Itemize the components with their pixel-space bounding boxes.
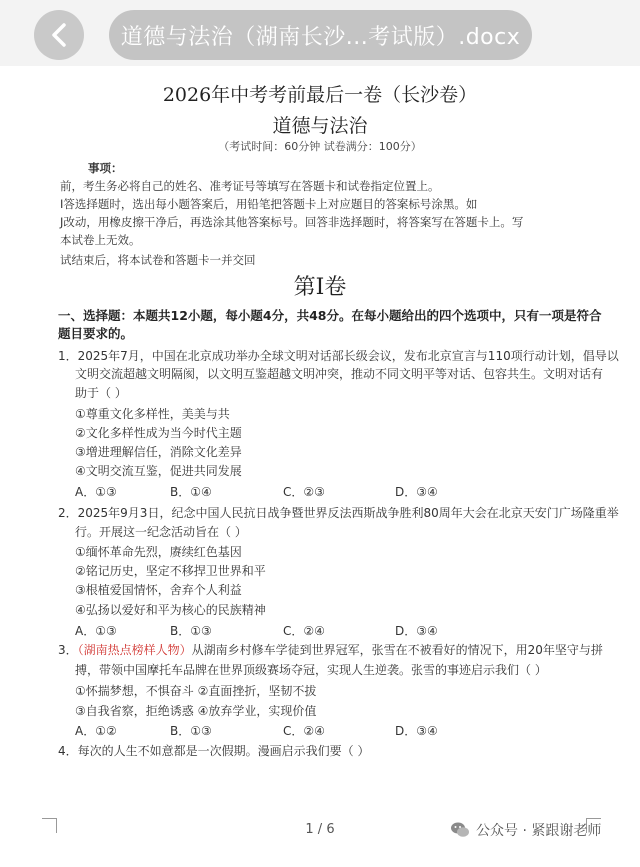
question-4-line: 4．每次的人生不如意都是一次假期。漫画启示我们要（ ） [58, 744, 370, 758]
question-2-line: 行。开展这一纪念活动旨在（ ） [75, 525, 247, 539]
question-1-choice-b: B．①④ [170, 485, 212, 499]
question-3-line [58, 641, 603, 658]
question-1-line: 1．2025年7月，中国在北京成功举办全球文明对话部长级会议，发布北京宣言与110项行动计划，倡导以 [58, 349, 619, 363]
question-1-line: 助于（ ） [75, 386, 127, 400]
notice-line: 本试卷上无效。 [60, 233, 141, 247]
back-button[interactable] [34, 10, 84, 60]
section-heading-cont: 题目要求的。 [58, 326, 134, 341]
section-heading: 一、选择题：本题共12小题，每小题4分，共48分。在每小题给出的四个选项中，只有一项是符合 [58, 308, 602, 323]
notice-line: 试结束后，将本试卷和答题卡一并交回 [60, 253, 256, 267]
document-page [0, 66, 640, 867]
question-1-choice-c: C．②③ [283, 485, 325, 499]
question-3-choice-b: B．①③ [170, 724, 212, 738]
question-3-option: ①怀揣梦想，不惧奋斗 ②直面挫折，坚韧不拔 [75, 684, 317, 698]
question-1-line: 文明交流超越文明隔阂，以文明互鉴超越文明冲突，推动不同文明平等对话、包容共生。文明对话有 [75, 367, 604, 381]
question-2-option: ②铭记历史，坚定不移捍卫世界和平 [75, 564, 266, 578]
page-number: 1 / 6 [305, 822, 335, 837]
question-1-option: ②文化多样性成为当今时代主题 [75, 426, 242, 440]
question-2-option: ①缅怀革命先烈，赓续红色基因 [75, 545, 242, 559]
part-title: 第Ⅰ卷 [293, 275, 347, 300]
question-3-text: 从湖南乡村修车学徒到世界冠军，张雪在不被看好的情况下，用20年坚守与拼 [191, 643, 603, 657]
question-3-line: 搏，带领中国摩托车品牌在世界顶级赛场夺冠，实现人生逆袭。张雪的事迹启示我们（ ） [75, 663, 547, 677]
question-2-choice-c: C．②④ [283, 624, 325, 638]
wechat-icon [450, 821, 470, 839]
hot-topic-tag: （湖南热点榜样人物） [77, 643, 192, 657]
question-3-choice-a: A．①② [75, 724, 117, 738]
question-3-number: 3． [58, 643, 78, 657]
question-1-option: ①尊重文化多样性，美美与共 [75, 407, 230, 421]
question-2-choice-d: D．③④ [395, 624, 438, 638]
question-2-choice-a: A．①③ [75, 624, 117, 638]
notice-line: 前，考生务必将自己的姓名、准考证号等填写在答题卡和试卷指定位置上。 [60, 179, 440, 193]
question-3-option: ③自我省察，拒绝诱惑 ④放弃学业，实现价值 [75, 704, 317, 718]
question-1-choice-a: A．①③ [75, 485, 117, 499]
question-1-choice-d: D．③④ [395, 485, 438, 499]
exam-info: （考试时间：60分钟 试卷满分：100分） [218, 140, 422, 153]
chevron-left-icon [48, 22, 70, 48]
notice-title: 事项： [88, 161, 123, 175]
question-1-option: ④文明交流互鉴，促进共同发展 [75, 464, 242, 478]
watermark-text: 公众号 · 紧跟谢老师 [476, 823, 602, 839]
doc-title: 2026年中考考前最后一卷（长沙卷） [162, 84, 478, 106]
question-3-choice-d: D．③④ [395, 724, 438, 738]
question-2-line: 2．2025年9月3日，纪念中国人民抗日战争暨世界反法西斯战争胜利80周年大会在北京天安门广场隆重举 [58, 506, 619, 520]
question-3-choice-c: C．②④ [283, 724, 325, 738]
question-2-choice-b: B．①③ [170, 624, 212, 638]
notice-line: I答选择题时，选出每小题答案后，用铅笔把答题卡上对应题目的答案标号涂黑。如 [60, 197, 478, 211]
question-2-option: ④弘扬以爱好和平为核心的民族精神 [75, 603, 266, 617]
watermark [450, 820, 601, 840]
doc-subject: 道德与法治 [272, 115, 368, 137]
file-title: 道德与法治（湖南长沙...考试版）.docx [109, 10, 532, 60]
notice-line: J改动，用橡皮擦干净后，再选涂其他答案标号。回答非选择题时，将答案写在答题卡上。写 [60, 215, 524, 229]
question-1-option: ③增进理解信任，消除文化差异 [75, 445, 242, 459]
question-2-option: ③根植爱国情怀，舍弃个人利益 [75, 583, 242, 597]
